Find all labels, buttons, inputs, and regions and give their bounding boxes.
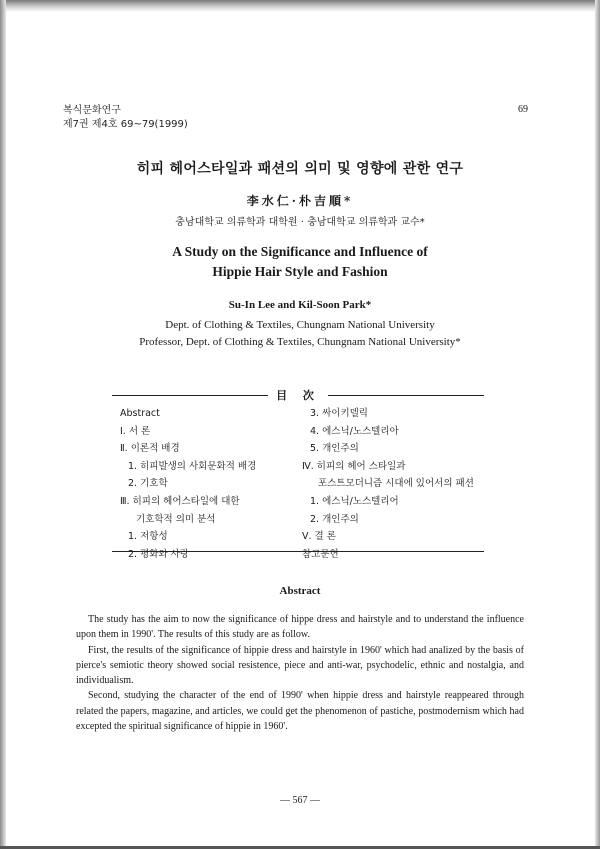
toc-item[interactable]: Ⅳ. 히피의 헤어 스타일과 xyxy=(302,460,406,472)
abstract-body xyxy=(76,612,524,734)
english-authors: Su-In Lee and Kil-Soon Park* xyxy=(228,299,372,311)
english-title-line-2: Hippie Hair Style and Fashion xyxy=(212,264,388,279)
english-affiliation-line-1: Dept. of Clothing & Textiles, Chungnam National University xyxy=(165,319,435,331)
toc-item[interactable]: 기호학적 의미 분석 xyxy=(136,513,216,525)
toc-item[interactable]: Ⅰ. 서 론 xyxy=(120,425,151,437)
journal-name: 복식문화연구 xyxy=(63,105,121,116)
toc-item[interactable]: Ⅲ. 히피의 헤어스타일에 대한 xyxy=(120,495,240,507)
scan-border-left xyxy=(0,0,6,849)
abstract-paragraph: First, the results of the significance of hippie dress and hairstyle in 1960' which had analized by the basis of pierce's semiotic theory showed social resistence, piece and anti-war, psychodelic, ethnic and nostalgia, and individualism. xyxy=(76,644,524,687)
toc-item[interactable]: Ⅴ. 결 론 xyxy=(302,531,336,543)
english-title xyxy=(0,242,600,282)
english-title-line-1: A Study on the Significance and Influence of xyxy=(172,244,428,259)
journal-header xyxy=(63,104,188,132)
abstract-paragraph: The study has the aim to now the significance of hippe dress and hairstyle and to understand the influence upon them in 1990'. The results of this study are as follow. xyxy=(76,614,524,641)
toc-left-column xyxy=(120,405,256,563)
toc-item[interactable]: 1. 저항성 xyxy=(128,531,168,543)
korean-authors: 李水仁·朴吉順* xyxy=(246,194,354,208)
abstract-paragraph: Second, studying the character of the end of 1990' when hippie dress and hairstyle reappeared through related the papers, magazine, and articles, we could get the phenomenon of pastiche, postmodernism which had excepted the spiritual significance of hippie in 1960'. xyxy=(76,690,524,733)
page-number: 69 xyxy=(518,104,528,115)
toc-item[interactable]: 5. 개인주의 xyxy=(310,443,359,455)
korean-title: 히피 헤어스타일과 패션의 의미 및 영향에 관한 연구 xyxy=(136,161,464,177)
toc-heading: 目 次 xyxy=(268,387,328,403)
english-affiliation-line-2: Professor, Dept. of Clothing & Textiles, Chungnam National University* xyxy=(139,336,461,348)
table-of-contents xyxy=(112,389,484,560)
toc-item[interactable]: 1. 히피발생의 사회문화적 배경 xyxy=(128,460,257,472)
toc-item[interactable]: Abstract xyxy=(120,408,160,419)
toc-item[interactable]: 4. 에스닉/노스텔리아 xyxy=(310,425,399,437)
scan-border-top xyxy=(0,0,600,12)
toc-item[interactable]: 2. 기호학 xyxy=(128,478,168,490)
toc-item[interactable]: 참고문헌 xyxy=(302,548,339,560)
toc-item[interactable]: 3. 싸이키델릭 xyxy=(310,408,368,419)
toc-item[interactable]: 포스트모더니즘 시대에 있어서의 패션 xyxy=(318,478,474,490)
toc-item[interactable]: 1. 에스닉/노스텔리어 xyxy=(310,495,399,507)
toc-item[interactable]: Ⅱ. 이론적 배경 xyxy=(120,443,180,455)
toc-right-column xyxy=(302,405,474,563)
page-footer: — 567 — xyxy=(280,795,320,806)
toc-item[interactable]: 2. 개인주의 xyxy=(310,513,359,525)
journal-issue: 제7권 제4호 69~79(1999) xyxy=(63,119,188,130)
abstract-heading: Abstract xyxy=(279,585,321,597)
english-affiliation xyxy=(0,317,600,351)
scan-border-right xyxy=(595,0,600,849)
korean-affiliation: 충남대학교 의류학과 대학원 · 충남대학교 의류학과 교수* xyxy=(175,217,425,228)
toc-item[interactable]: 2. 평화와 사랑 xyxy=(128,548,189,560)
